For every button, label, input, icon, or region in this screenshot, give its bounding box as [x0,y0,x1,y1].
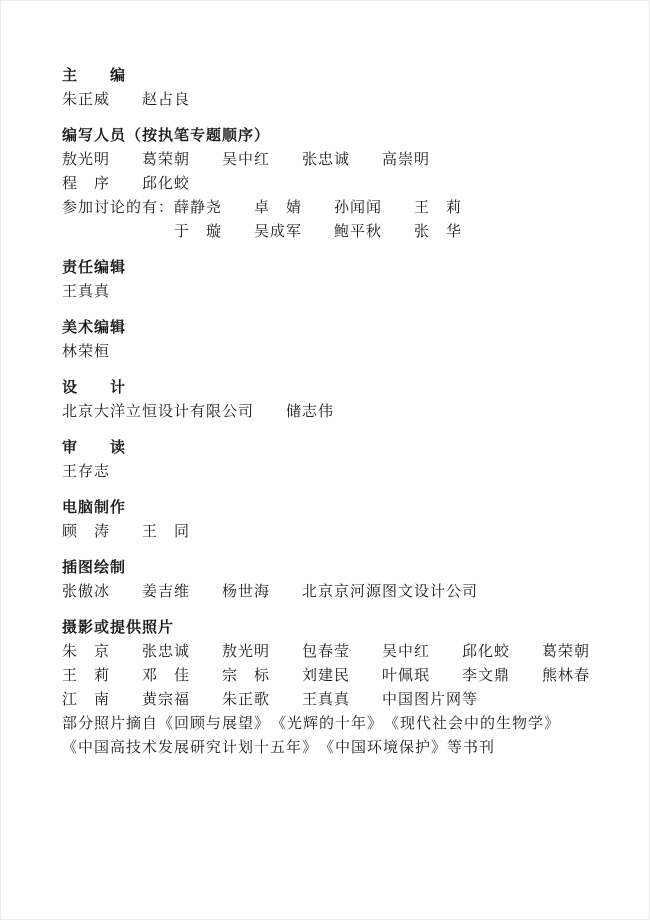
section-heading: 主 编 [62,67,127,84]
section-heading: 美术编辑 [62,319,127,336]
section-chief-editor [62,64,610,112]
credit-line: 部分照片摘自《回顾与展望》 《光辉的十年》 《现代社会中的生物学》 [62,716,561,732]
credit-line: 朱 京 张忠诚 敖光明 包春莹 吴中红 邱化蛟 葛荣朝 [62,644,591,660]
section-illustration [62,556,610,604]
credit-line: 《中国高技术发展研究计划十五年》 《中国环境保护》等书刊 [62,740,496,756]
section-heading: 摄影或提供照片 [62,619,175,636]
section-heading: 编写人员（按执笔专题顺序） [62,127,271,144]
section-heading: 插图绘制 [62,559,127,576]
section-photography [62,616,610,760]
section-art-editor [62,316,610,364]
credit-line: 林荣桓 [62,344,111,360]
credit-line: 王 莉 邓 佳 宗 标 刘建民 叶佩珉 李文鼎 熊林春 [62,668,591,684]
credit-line: 王存志 [62,464,111,480]
credit-line: 于 璇 吴成军 鲍平秋 张 华 [62,224,463,240]
section-writers [62,124,610,244]
section-managing-editor [62,256,610,304]
credit-line: 顾 涛 王 同 [62,524,191,540]
section-heading: 电脑制作 [62,499,127,516]
credit-line: 参加讨论的有：薛静尧 卓 婧 孙闻闻 王 莉 [62,200,463,216]
credit-line: 敖光明 葛荣朝 吴中红 张忠诚 高崇明 [62,152,431,168]
section-design [62,376,610,424]
credit-line: 朱正威 赵占良 [62,92,191,108]
credit-line: 王真真 [62,284,111,300]
credit-line: 程 序 邱化蛟 [62,176,191,192]
section-heading: 审 读 [62,439,127,456]
credit-line: 江 南 黄宗福 朱正歌 王真真 中国图片网等 [62,692,479,708]
section-heading: 责任编辑 [62,259,127,276]
section-heading: 设 计 [62,379,127,396]
credit-line: 张傲冰 姜吉维 杨世海 北京京河源图文设计公司 [62,584,479,600]
section-reviewer [62,436,610,484]
credit-line: 北京大洋立恒设计有限公司 储志伟 [62,404,335,420]
section-computer-production [62,496,610,544]
